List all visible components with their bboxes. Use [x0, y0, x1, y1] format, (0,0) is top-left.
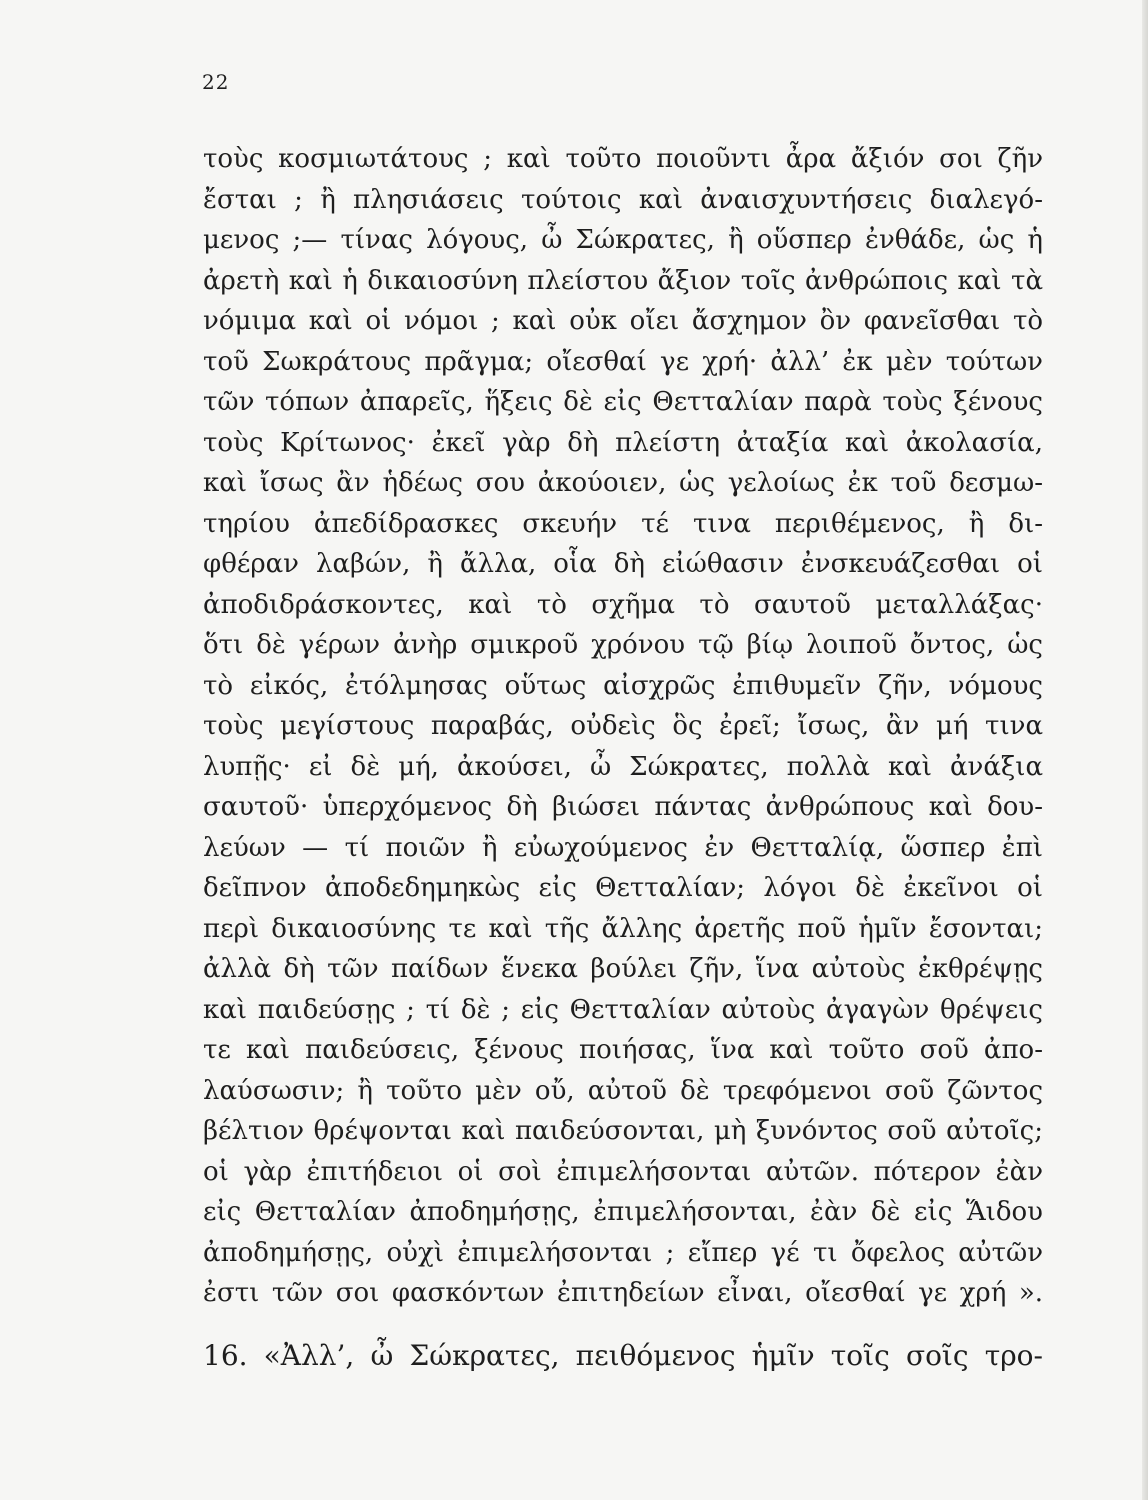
text-line: περὶ δικαιοσύνης τε καὶ τῆς ἄλλης ἀρετῆς ποῦ ἡμῖν ἔσονται; [203, 913, 1043, 944]
text-line: τηρίου ἀπεδίδρασκες σκευήν τέ τινα περιθέμενος, ἢ δι- [203, 508, 1043, 539]
text-line: λυπῇς· εἰ δὲ μή, ἀκούσει, ὦ Σώκρατες, πολλὰ καὶ ἀνάξια [203, 751, 1043, 782]
text-line: καὶ παιδεύσῃς ; τί δὲ ; εἰς Θετταλίαν αὐτοὺς ἀγαγὼν θρέψεις [203, 994, 1043, 1025]
text-line: τοῦ Σωκράτους πρᾶγμα; οἴεσθαί γε χρή· ἀλλ’ ἐκ μὲν τούτων [203, 346, 1043, 377]
text-line: ἀρετὴ καὶ ἡ δικαιοσύνη πλείστου ἄξιον τοῖς ἀνθρώποις καὶ τὰ [203, 265, 1043, 296]
text-line: φθέραν λαβών, ἢ ἄλλα, οἷα δὴ εἰώθασιν ἐνσκευάζεσθαι οἱ [203, 549, 1043, 579]
text-line: καὶ ἴσως ἂν ἡδέως σου ἀκούοιεν, ὡς γελοίως ἐκ τοῦ δεσμω- [203, 468, 1043, 498]
text-line: λεύων — τί ποιῶν ἢ εὐωχούμενος ἐν Θετταλίᾳ, ὥσπερ ἐπὶ [203, 832, 1043, 863]
text-line: βέλτιον θρέψονται καὶ παιδεύσονται, μὴ ξυνόντος σοῦ αὐτοῖς; [203, 1116, 1043, 1146]
text-line: ἔσται ; ἢ πλησιάσεις τούτοις καὶ ἀναισχυντήσεις διαλεγό- [203, 184, 1043, 215]
page-edge [1142, 0, 1148, 1500]
paragraph-16-line: 16. «Ἀλλ’, ὦ Σώκρατες, πειθόμενος ἡμῖν τοῖς σοῖς τρο- [203, 1338, 1043, 1372]
text-line: ἀποδιδράσκοντες, καὶ τὸ σχῆμα τὸ σαυτοῦ μεταλλάξας· [203, 589, 1043, 620]
text-line: τὸ εἰκός, ἐτόλμησας οὕτως αἰσχρῶς ἐπιθυμεῖν ζῆν, νόμους [203, 670, 1043, 701]
text-line: εἰς Θετταλίαν ἀποδημήσῃς, ἐπιμελήσονται, ἐὰν δὲ εἰς Ἅιδου [203, 1197, 1043, 1227]
text-line: ἐστι τῶν σοι φασκόντων ἐπιτηδείων εἶναι, οἴεσθαί γε χρή ». [203, 1278, 1043, 1308]
text-line: τοὺς κοσμιωτάτους ; καὶ τοῦτο ποιοῦντι ἆρα ἄξιόν σοι ζῆν [203, 144, 1043, 174]
text-line: σαυτοῦ· ὑπερχόμενος δὴ βιώσει πάντας ἀνθρώπους καὶ δου- [203, 792, 1043, 822]
text-line: τοὺς μεγίστους παραβάς, οὐδεὶς ὃς ἐρεῖ; ἴσως, ἂν μή τινα [203, 711, 1043, 741]
text-line: τε καὶ παιδεύσεις, ξένους ποιήσας, ἵνα καὶ τοῦτο σοῦ ἀπο- [203, 1035, 1043, 1065]
text-line: ὅτι δὲ γέρων ἀνὴρ σμικροῦ χρόνου τῷ βίῳ λοιποῦ ὄντος, ὡς [203, 630, 1043, 660]
text-line: ἀποδημήσῃς, οὐχὶ ἐπιμελήσονται ; εἴπερ γέ τι ὄφελος αὐτῶν [203, 1237, 1043, 1268]
text-line: οἱ γὰρ ἐπιτήδειοι οἱ σοὶ ἐπιμελήσονται αὐτῶν. πότερον ἐὰν [203, 1156, 1043, 1187]
text-line: νόμιμα καὶ οἱ νόμοι ; καὶ οὐκ οἴει ἄσχημον ὂν φανεῖσθαι τὸ [203, 306, 1043, 336]
page-number: 22 [202, 70, 230, 94]
text-line: μενος ;— τίνας λόγους, ὦ Σώκρατες, ἢ οὕσπερ ἐνθάδε, ὡς ἡ [203, 225, 1043, 255]
text-line: λαύσωσιν; ἢ τοῦτο μὲν οὔ, αὐτοῦ δὲ τρεφόμενοι σοῦ ζῶντος [203, 1075, 1043, 1106]
text-line: ἀλλὰ δὴ τῶν παίδων ἕνεκα βούλει ζῆν, ἵνα αὐτοὺς ἐκθρέψῃς [203, 954, 1043, 984]
text-line: δεῖπνον ἀποδεδημηκὼς εἰς Θετταλίαν; λόγοι δὲ ἐκεῖνοι οἱ [203, 873, 1043, 903]
text-line: τῶν τόπων ἀπαρεῖς, ἥξεις δὲ εἰς Θετταλίαν παρὰ τοὺς ξένους [203, 387, 1043, 417]
text-block [203, 139, 1043, 1376]
text-line: τοὺς Κρίτωνος· ἐκεῖ γὰρ δὴ πλείστη ἀταξία καὶ ἀκολασία, [203, 427, 1043, 458]
